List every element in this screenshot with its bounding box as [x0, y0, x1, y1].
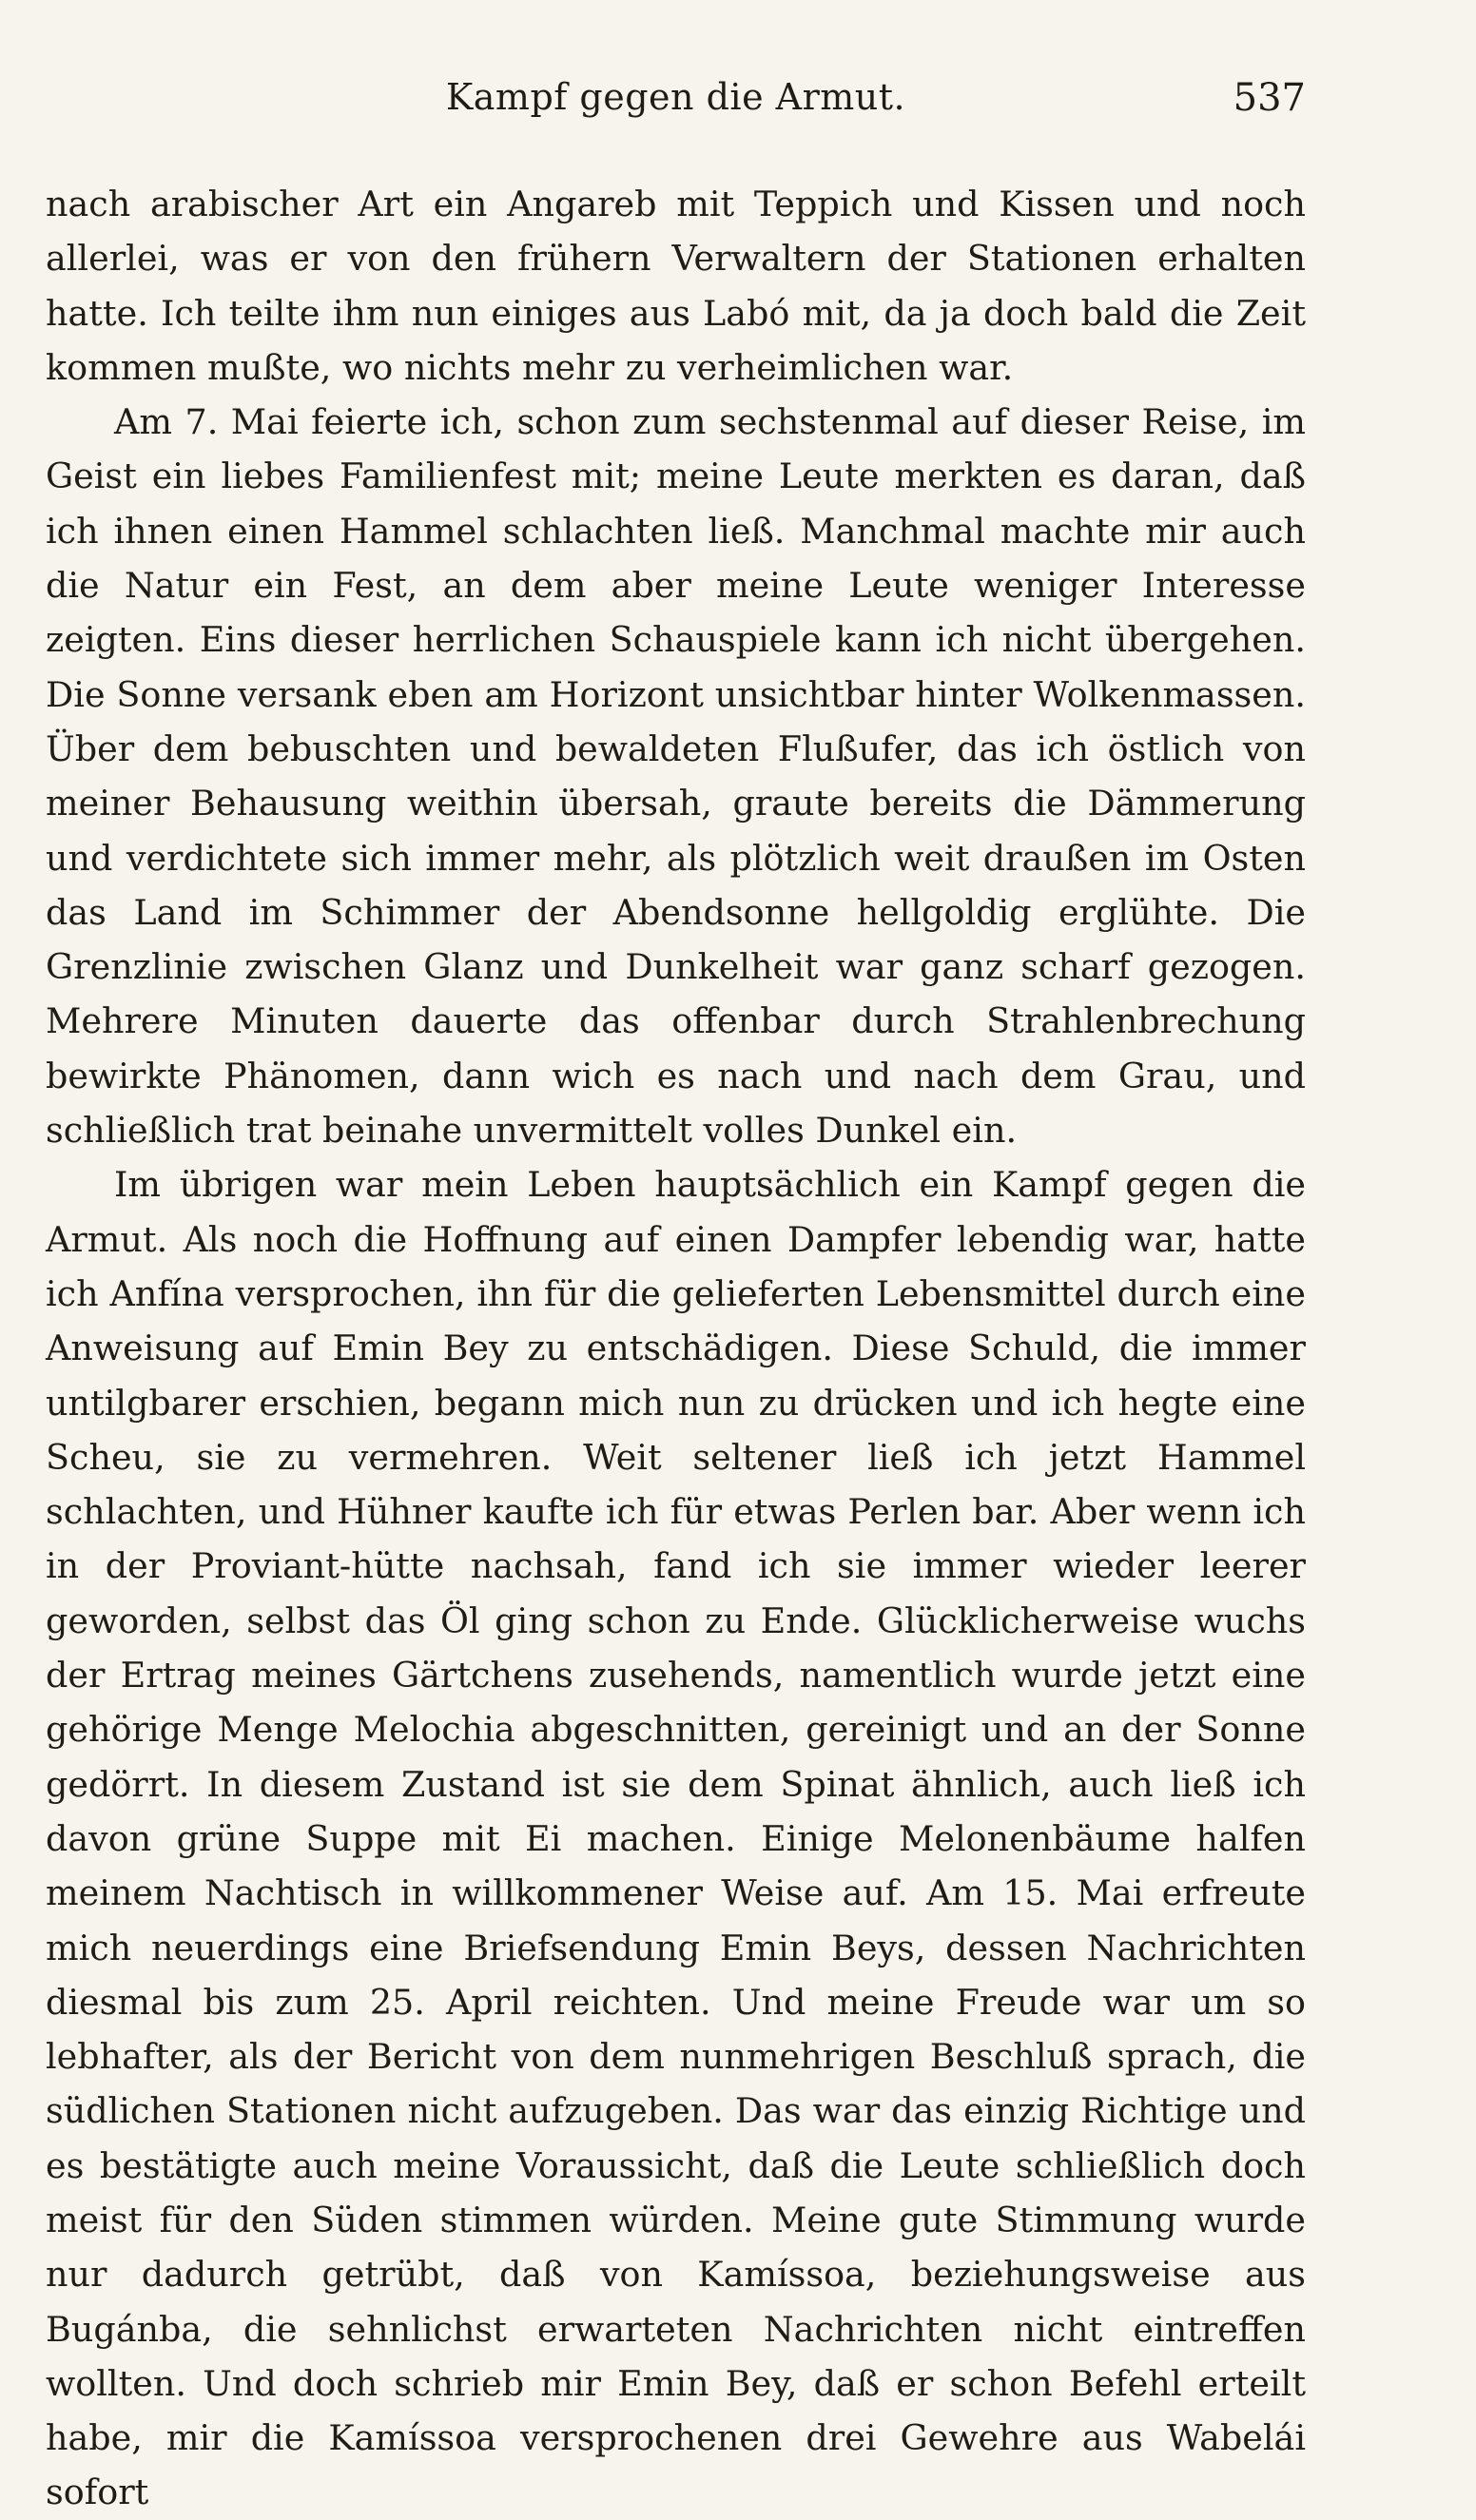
paragraph-1: nach arabischer Art ein Angareb mit Teppich und Kissen und noch allerlei, was er von den frühern Verwaltern der Stationen erhalten hatte. Ich teilte ihm nun einiges aus Labó mit, da ja doch bald die Zeit kommen mußte, wo nichts mehr zu verheimlichen war. [46, 184, 1306, 388]
paragraph-3: Im übrigen war mein Leben hauptsächlich ein Kampf gegen die Armut. Als noch die Hoffnung auf einen Dampfer lebendig war, hatte ich Anfína versprochen, ihn für die gelieferten Lebensmittel durch eine Anweisung auf Emin Bey zu entschädigen. Diese Schuld, die immer untilgbarer erschien, begann mich nun zu drücken und ich hegte eine Scheu, sie zu vermehren. Weit seltener ließ ich jetzt Hammel schlachten, und Hühner kaufte ich für etwas Perlen bar. Aber wenn ich in der Proviant-hütte nachsah, fand ich sie immer wieder leerer geworden, selbst das Öl ging schon zu Ende. Glücklicherweise wuchs der Ertrag meines Gärtchens zusehends, namentlich wurde jetzt eine gehörige Menge Melochia abgeschnitten, gereinigt und an der Sonne gedörrt. In diesem Zustand ist sie dem Spinat ähnlich, auch ließ ich davon grüne Suppe mit Ei machen. Einige Melonenbäume halfen meinem Nachtisch in willkommener Weise auf. Am 15. Mai erfreute mich neuerdings eine Briefsendung Emin Beys, dessen Nachrichten diesmal bis zum 25. April reichten. Und meine Freude war um so lebhafter, als der Bericht von dem nunmehrigen Beschluß sprach, die südlichen Stationen nicht aufzugeben. Das war das einzig Richtige und es bestätigte auch meine Voraussicht, daß die Leute schließlich doch meist für den Süden stimmen würden. Meine gute Stimmung wurde nur dadurch getrübt, daß von Kamíssoa, beziehungsweise aus Bugánba, die sehnlichst erwarteten Nachrichten nicht eintreffen wollten. Und doch schrieb mir Emin Bey, daß er schon Befehl erteilt habe, mir die Kamíssoa versprochenen drei Gewehre aus Wabelái sofort [46, 1164, 1306, 2513]
body-text [46, 177, 1306, 2520]
page-header [46, 76, 1306, 145]
running-title: Kampf gegen die Armut. [445, 76, 906, 118]
book-page [46, 76, 1306, 2520]
paragraph-2: Am 7. Mai feierte ich, schon zum sechstenmal auf dieser Reise, im Geist ein liebes Familienfest mit; meine Leute merkten es daran, daß ich ihnen einen Hammel schlachten ließ. Manchmal machte mir auch die Natur ein Fest, an dem aber meine Leute weniger Interesse zeigten. Eins dieser herrlichen Schauspiele kann ich nicht übergehen. Die Sonne versank eben am Horizont unsichtbar hinter Wolkenmassen. Über dem bebuschten und bewaldeten Flußufer, das ich östlich von meiner Behausung weithin übersah, graute bereits die Dämmerung und verdichtete sich immer mehr, als plötzlich weit draußen im Osten das Land im Schimmer der Abendsonne hellgoldig erglühte. Die Grenzlinie zwischen Glanz und Dunkelheit war ganz scharf gezogen. Mehrere Minuten dauerte das offenbar durch Strahlenbrechung bewirkte Phänomen, dann wich es nach und nach dem Grau, und schließlich trat beinahe unvermittelt volles Dunkel ein. [46, 401, 1306, 1152]
page-number: 537 [1233, 76, 1306, 120]
